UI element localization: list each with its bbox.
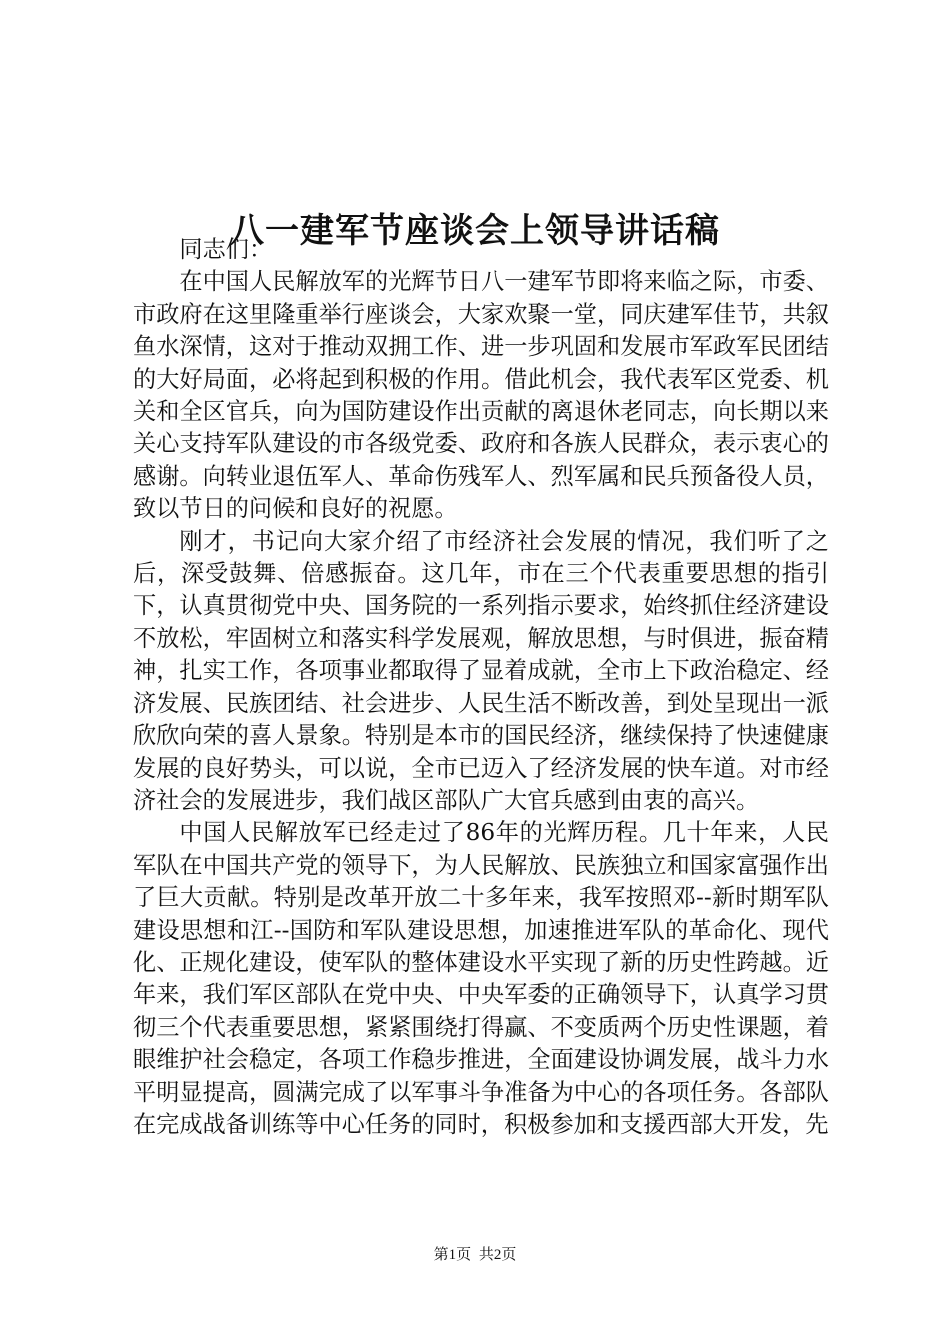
page-footer	[0, 1245, 950, 1265]
salutation: 同志们：	[179, 236, 273, 263]
document-body	[133, 234, 829, 1141]
paragraph-2: 刚才，书记向大家介绍了市经济社会发展的情况，我们听了之后，深受鼓舞、倍感振奋。这几年，市在三个代表重要思想的指引下，认真贯彻党中央、国务院的一系列指示要求，始终抓住经济建设不放松，牢固树立和落实科学发展观，解放思想，与时俱进，振奋精神，扎实工作，各项事业都取得了显着成就，全市上下政治稳定、经济发展、民族团结、社会进步、人民生活不断改善，到处呈现出一派欣欣向荣的喜人景象。特别是本市的国民经济，继续保持了快速健康发展的良好势头，可以说，全市已迈入了经济发展的快车道。对市经济社会的发展进步，我们战区部队广大官兵感到由衷的高兴。	[133, 527, 829, 814]
page-total: 共2页	[478, 1247, 517, 1263]
document-title: 八一建军节座谈会上领导讲话稿	[230, 210, 720, 251]
paragraph-3: 中国人民解放军已经走过了86年的光辉历程。几十年来，人民军队在中国共产党的领导下，为人民解放、民族独立和国家富强作出了巨大贡献。特别是改革开放二十多年来，我军按照邓--新时期军队建设思想和江--国防和军队建设思想，加速推进军队的革命化、现代化、正规化建设，使军队的整体建设水平实现了新的历史性跨越。近年来，我们军区部队在党中央、中央军委的正确领导下，认真学习贯彻三个代表重要思想，紧紧围绕打得赢、不变质两个历史性课题，着眼维护社会稳定，各项工作稳步推进，全面建设协调发展，战斗力水平明显提高，圆满完成了以军事斗争准备为中心的各项任务。各部队在完成战备训练等中心任务的同时，积极参加和支援西部大开发，先	[133, 819, 829, 1138]
paragraph-1: 在中国人民解放军的光辉节日八一建军节即将来临之际，市委、市政府在这里隆重举行座谈会，大家欢聚一堂，同庆建军佳节，共叙鱼水深情，这对于推动双拥工作、进一步巩固和发展市军政军民团结的大好局面，必将起到积极的作用。借此机会，我代表军区党委、机关和全区官兵，向为国防建设作出贡献的离退休老同志，向长期以来关心支持军队建设的市各级党委、政府和各族人民群众，表示衷心的感谢。向转业退伍军人、革命伤残军人、烈军属和民兵预备役人员，致以节日的问候和良好的祝愿。	[133, 268, 829, 523]
page-number: 第1页	[433, 1247, 472, 1263]
